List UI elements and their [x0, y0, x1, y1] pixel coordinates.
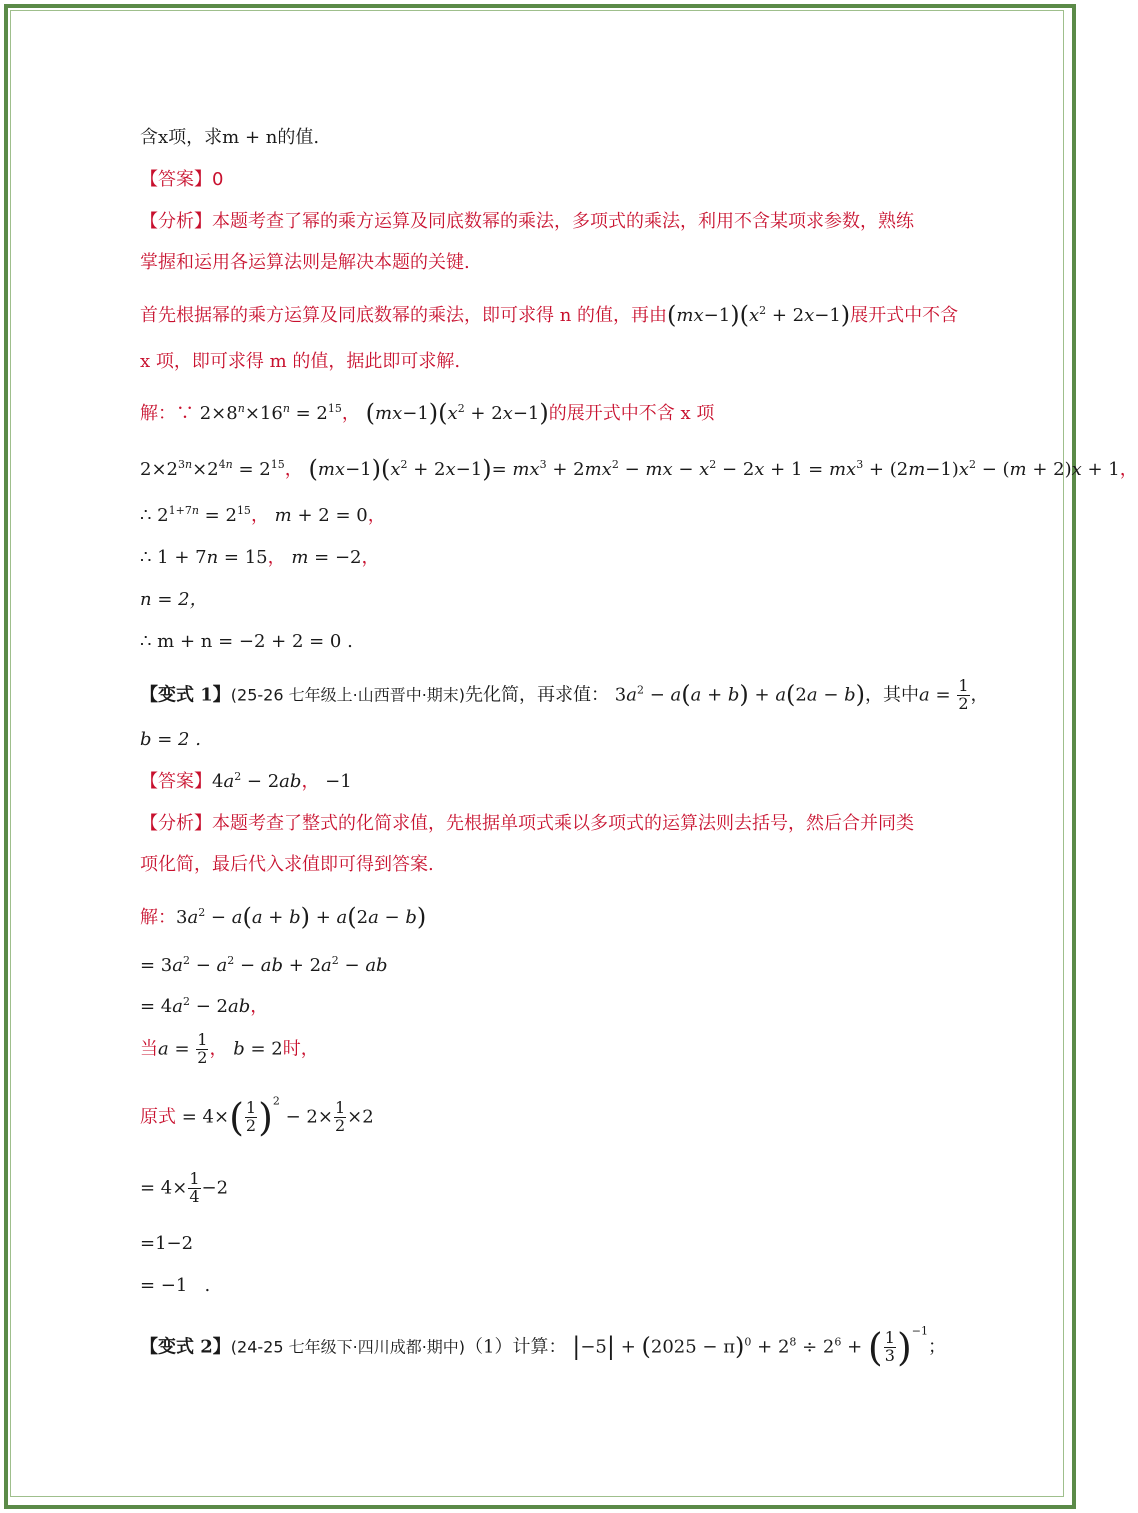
solution-2-line-5: 原式 = 4×( $\frac{1}{2}$ )$^2$ − 2× $\frac{1}{2}$ ×2 [140, 1094, 374, 1140]
solution-2-line-8: = −1 . [140, 1275, 211, 1296]
solution-line-3: ∴ $2^{1+7n} = 2^{15}$， m + 2 = 0， [140, 504, 386, 526]
answer-line-2: 【答案】$4a^2 - 2ab$， −1 [140, 770, 352, 792]
solution-line-1: 解：∵ $2\times 8^n\times 16^n = 2^{15}$， $(mx-1)(x^2 + 2x-1)$的展开式中不含 x 项 [140, 399, 715, 427]
analysis-line-2: 掌握和运用各运算法则是解决本题的关键. [140, 252, 470, 273]
solution-2-line-4: 当a = $\frac{1}{2}$ ， b = 2时， [140, 1030, 319, 1067]
solution-2-line-1: 解：$3a^2 - a(a + b) + a(2a - b)$ [140, 903, 427, 931]
variant-1-line-1: 【变式 1】(25-26 七年级上·山西晋中·期末)先化简，再求值： $3a^2 - a(a + b) + a(2a - b)$，其中a = $\frac{1}{2}$ ， [140, 676, 989, 713]
solution-2-line-7: =1−2 [140, 1233, 194, 1254]
analysis-2-line-1: 【分析】本题考查了整式的化简求值，先根据单项式乘以多项式的运算法则去括号，然后合并同类 [140, 813, 914, 834]
variant-1-line-2: b = 2 . [140, 729, 201, 750]
variant-2-line-1: 【变式 2】(24-25 七年级下·四川成都·期中)（1）计算： $|-5| + (2025 - \pi)^0 + 2^8 \div 2^6$ + ( $\frac{1}{3}$ )$^{-1}$； [140, 1324, 946, 1370]
solution-2-line-2: = $3a^2 - a^2$ − ab + $2a^2$ − ab [140, 954, 388, 976]
analysis-line-4: x 项，即可求得 m 的值，据此即可求解. [140, 351, 461, 372]
solution-line-4: ∴ 1 + 7n = 15， m = −2， [140, 547, 380, 568]
analysis-2-line-2: 项化简，最后代入求值即可得到答案. [140, 854, 434, 875]
solution-line-6: ∴ m + n = −2 + 2 = 0 . [140, 631, 353, 652]
solution-2-line-6: = 4× $\frac{1}{4}$ −2 [140, 1169, 229, 1206]
solution-line-5: n = 2， [140, 589, 208, 610]
analysis-line-3: 首先根据幂的乘方运算及同底数幂的乘法，即可求得 n 的值，再由$(mx-1)(x^2 + 2x-1)$展开式中不含 [140, 301, 959, 329]
answer-line: 【答案】0 [140, 169, 224, 190]
solution-2-line-3: = $4a^2 - 2ab$， [140, 995, 269, 1017]
analysis-line-1: 【分析】本题考查了幂的乘方运算及同底数幂的乘法，多项式的乘法，利用不含某项求参数，熟练 [140, 211, 914, 232]
solution-line-2: $2\times 2^{3n}\times 2^{4n} = 2^{15}$， $(mx-1)(x^2 + 2x-1)= mx^3 + 2mx^2$ − mx − $x^2 - 2x + 1 = mx^3 + (2m-1)x^2 - (m + 2)x + 1$， [140, 455, 1138, 483]
problem-tail: 含x项，求m + n的值. [140, 127, 320, 148]
